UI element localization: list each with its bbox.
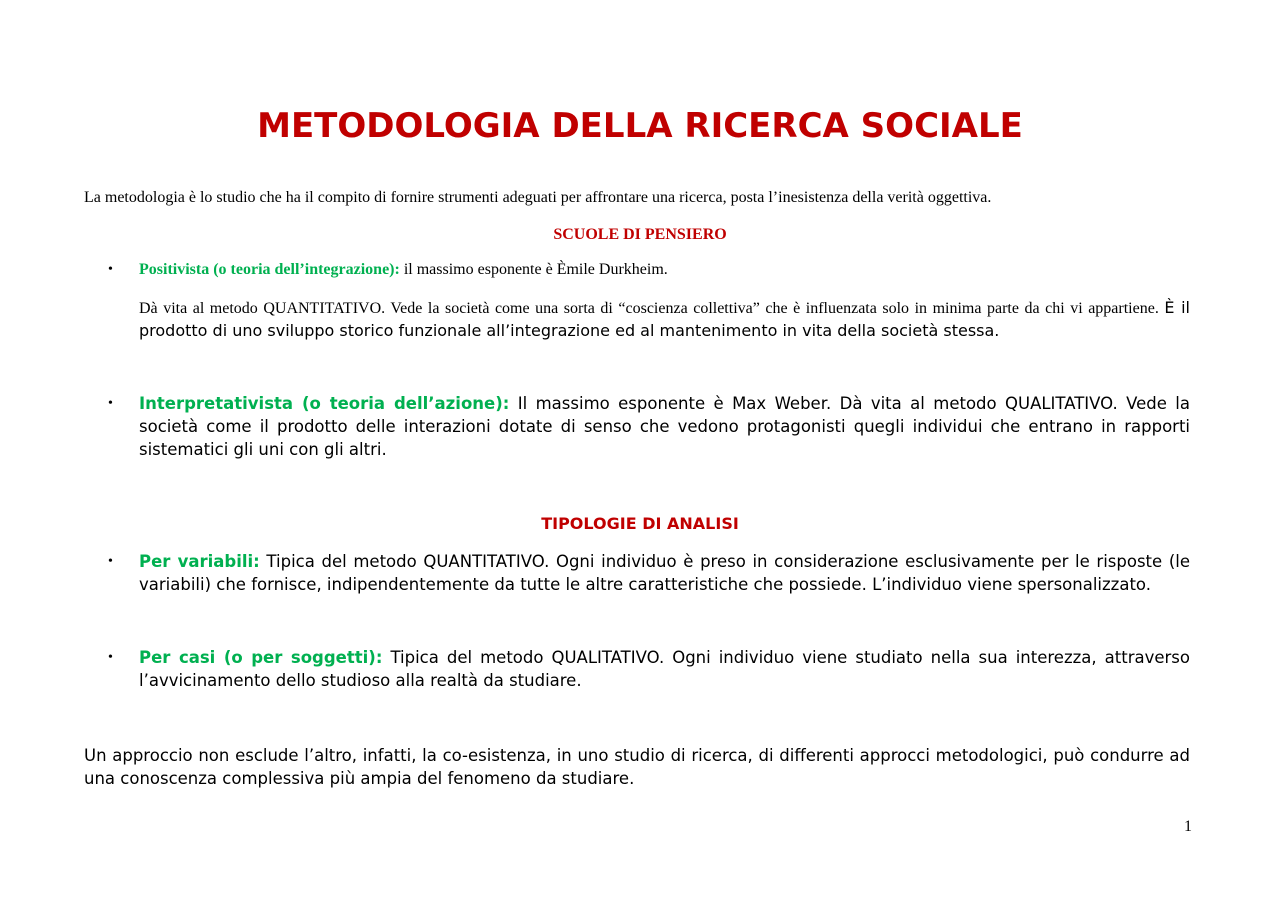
intro-paragraph: La metodologia è lo studio che ha il compito di fornire strumenti adeguati per affrontare una ricerca, posta l’inesistenza della verità oggettiva. [84, 189, 992, 206]
item-text: Il massimo esponente è Max Weber. Dà vita al metodo QUALITATIVO. Vede la società come il prodotto delle interazioni dotate di senso che vedono protagonisti quegli individui che entrano in rapporti sistematici gli uni con gli altri. [139, 394, 1190, 459]
item-detail-serif: Dà vita al metodo QUANTITATIVO. Vede la società come una sorta di “coscienza collettiva” che è influenzata solo in minima parte da chi vi appartiene. [139, 300, 1165, 317]
item-label: Positivista (o teoria dell’integrazione): [139, 261, 400, 278]
item-text: il massimo esponente è Èmile Durkheim. [399, 261, 668, 278]
item-label: Per casi (o per soggetti): [139, 648, 383, 667]
list-item-interpretativista [139, 392, 1190, 461]
bullet-icon: • [108, 396, 113, 411]
item-text: Tipica del metodo QUALITATIVO. Ogni individuo viene studiato nella sua interezza, attraverso l’avvicinamento dello studioso alla realtà da studiare. [139, 648, 1190, 690]
section-heading-tipologie: TIPOLOGIE DI ANALISI [541, 514, 739, 533]
item-detail-sans: È il prodotto di uno sviluppo storico funzionale all’integrazione ed al mantenimento in vita della società stessa. [139, 298, 1190, 340]
item-text: Tipica del metodo QUANTITATIVO. Ogni individuo è preso in considerazione esclusivamente per le risposte (le variabili) che fornisce, indipendentemente da tutte le altre caratteristiche che possiede. L’individuo viene spersonalizzato. [139, 552, 1191, 594]
closing-paragraph: Un approccio non esclude l’altro, infatti, la co-esistenza, in uno studio di ricerca, di differenti approcci metodologici, può condurre ad una conoscenza complessiva più ampia del fenomeno da studiare. [84, 746, 1190, 788]
item-label: Interpretativista (o teoria dell’azione): [139, 394, 510, 413]
page-number: 1 [1184, 818, 1192, 835]
list-item-positivista [139, 259, 1190, 281]
page-title: METODOLOGIA DELLA RICERCA SOCIALE [257, 106, 1023, 146]
list-item-per-casi [139, 646, 1190, 692]
bullet-icon: • [108, 650, 113, 665]
section-heading-scuole: SCUOLE DI PENSIERO [553, 226, 727, 243]
bullet-icon: • [108, 262, 113, 277]
item-label: Per variabili: [139, 552, 260, 571]
bullet-icon: • [108, 554, 113, 569]
list-item-per-variabili [139, 550, 1190, 596]
list-item-positivista-detail [139, 297, 1190, 343]
